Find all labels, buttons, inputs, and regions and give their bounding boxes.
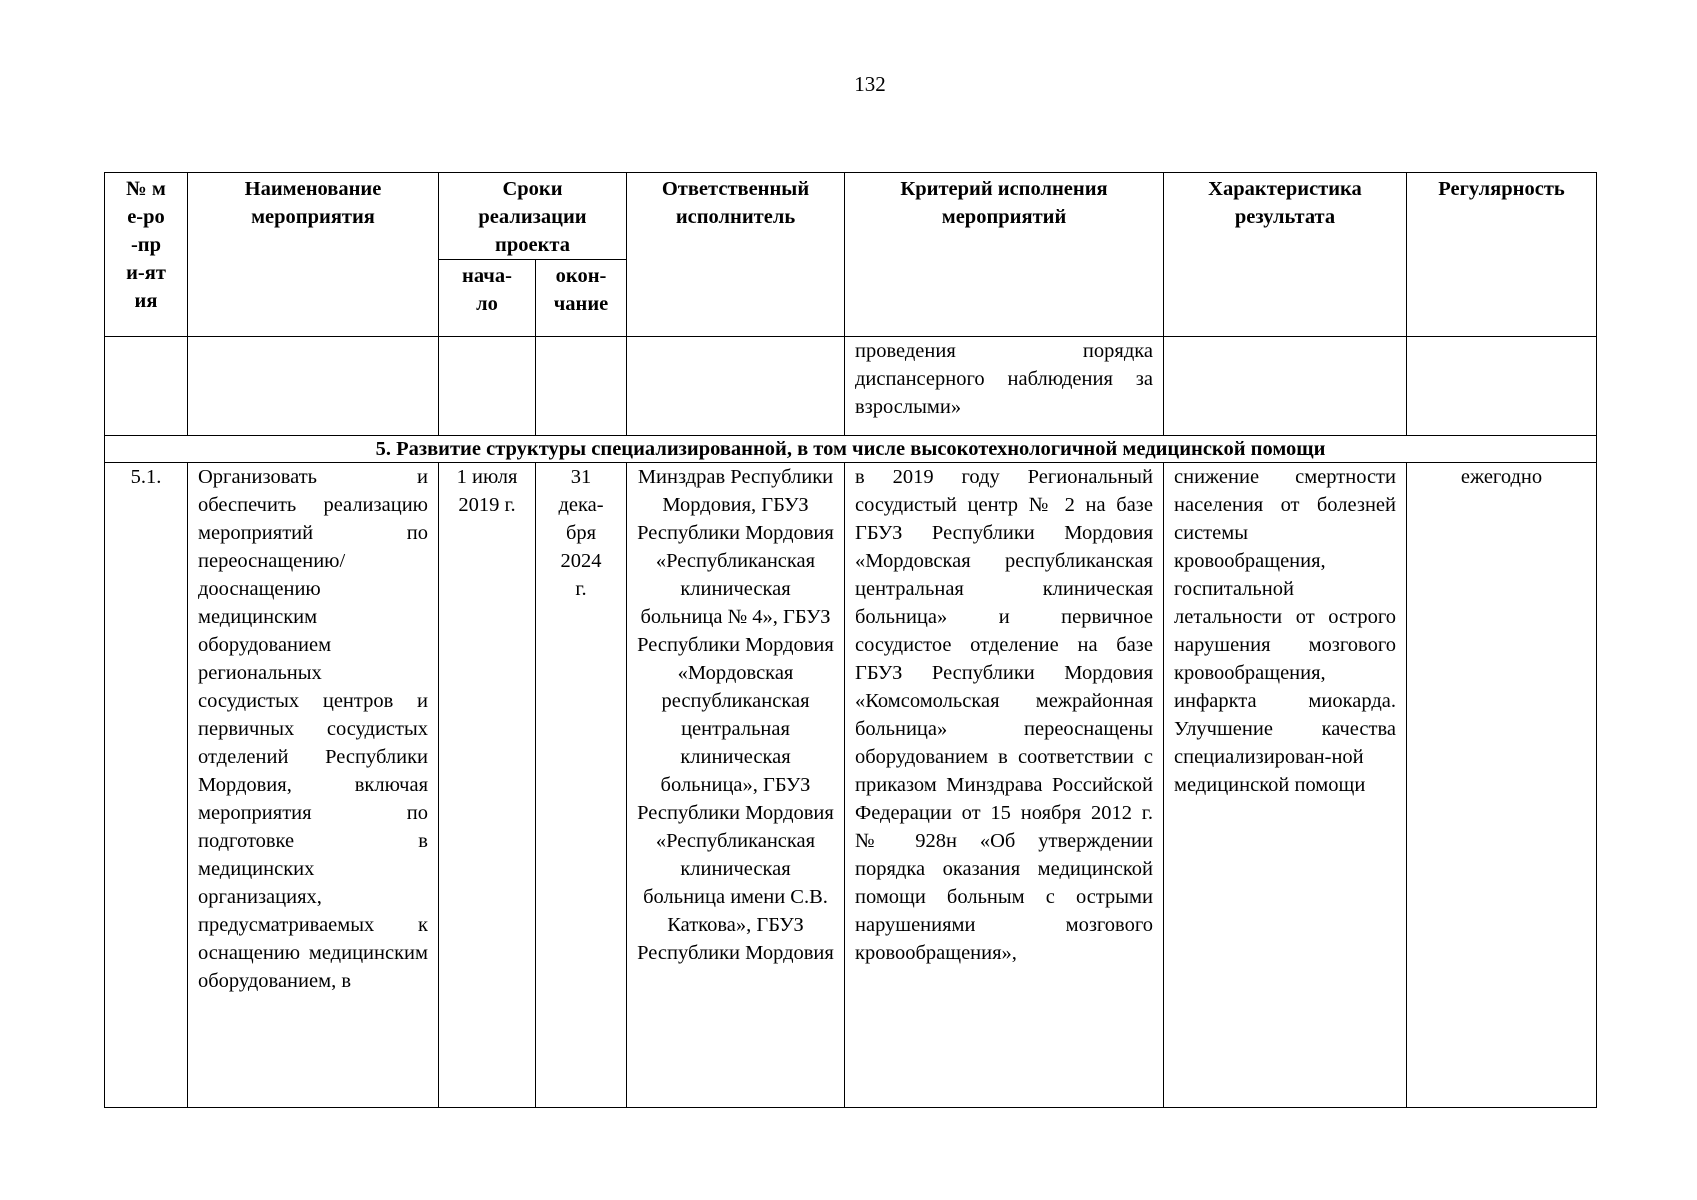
section-title: 5. Развитие структуры специализированной, в том числе высокотехнологичной медицинской помощи: [105, 436, 1597, 463]
header-end: [536, 260, 627, 337]
header-name: Наименование мероприятия: [188, 173, 439, 337]
header-terms: Сроки реализации проекта: [439, 173, 627, 260]
page-number: 132: [854, 72, 886, 96]
cont-executor-cell: [627, 337, 845, 436]
header-executor: Ответственный исполнитель: [627, 173, 845, 337]
activities-table: [104, 172, 1597, 1108]
row-end-text: 31 дека-бря 2024 г.: [558, 466, 604, 600]
cont-characteristic-cell: [1164, 337, 1407, 436]
row-criterion: в 2019 году Региональный сосудистый центр № 2 на базе ГБУЗ Республики Мордовия «Мордовская республиканская центральная клиническая больница» и первичное сосудистое отделение на базе ГБУЗ Республики Мордовия «Комсомольская межрайонная больница» переоснащены оборудованием в соответствии с приказом Минздрава Российской Федерации от 15 ноября 2012 г. № 928н «Об утверждении порядка оказания медицинской помощи больным с острыми нарушениями мозгового кровообращения»,: [845, 463, 1164, 1108]
header-criterion: Критерий исполнения мероприятий: [845, 173, 1164, 337]
row-name: Организовать и обеспечить реализацию мероприятий по переоснащению/ дооснащению медицинским оборудованием региональных сосудистых центров и первичных сосудистых отделений Республики Мордовия, включая мероприятия по подготовке в медицинских организациях, предусматриваемых к оснащению медицинским оборудованием, в: [188, 463, 439, 1108]
row-end: [536, 463, 627, 1108]
cont-name-cell: [188, 337, 439, 436]
row-number: 5.1.: [105, 463, 188, 1108]
header-number-label: № ме-ро-при-ятия: [126, 178, 166, 312]
row-executor: Минздрав Республики Мордовия, ГБУЗ Республики Мордовия «Республиканская клиническая больница № 4», ГБУЗ Республики Мордовия «Мордовская республиканская центральная клиническая больница», ГБУЗ Республики Мордовия «Республиканская клиническая больница имени С.В. Каткова», ГБУЗ Республики Мордовия: [627, 463, 845, 1108]
header-end-label: окон-чание: [553, 265, 609, 315]
header-start-label: нача-ло: [462, 265, 512, 315]
table-row: [105, 463, 1597, 1108]
header-start: [439, 260, 536, 337]
cont-regularity-cell: [1407, 337, 1597, 436]
continuation-row: [105, 337, 1597, 436]
row-start: 1 июля 2019 г.: [439, 463, 536, 1108]
header-number: [105, 173, 188, 337]
cont-start-cell: [439, 337, 536, 436]
cont-criterion-cell: проведения порядка диспансерного наблюдения за взрослыми»: [845, 337, 1164, 436]
header-row: [105, 173, 1597, 260]
row-characteristic: снижение смертности населения от болезней системы кровообращения, госпитальной летальности от острого нарушения мозгового кровообращения, инфаркта миокарда. Улучшение качества специализирован-ной медицинской помощи: [1164, 463, 1407, 1108]
header-characteristic: Характеристика результата: [1164, 173, 1407, 337]
cont-end-cell: [536, 337, 627, 436]
section-row: [105, 436, 1597, 463]
cont-number-cell: [105, 337, 188, 436]
row-regularity: ежегодно: [1407, 463, 1597, 1108]
header-regularity: Регулярность: [1407, 173, 1597, 337]
